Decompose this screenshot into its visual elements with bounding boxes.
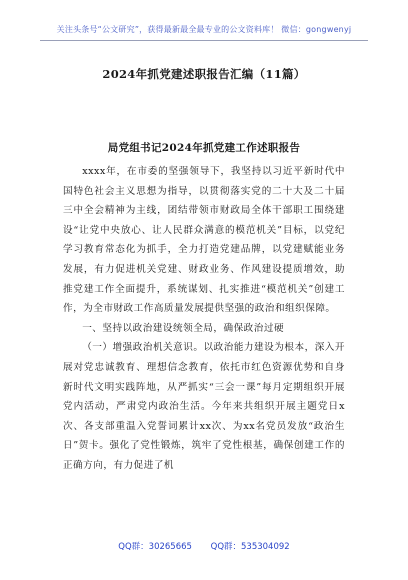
body-paragraph: xxxx年，在市委的坚强领导下，我坚持以习近平新时代中国特色社会主义思想为指导，以贯彻落实党的二十大及二十届三中全会精神为主线，团结带领市财政局全体干部职工围绕建设“让党中央放心、让人民群众满意的模范机关”目标，以党纪学习教育常态化为抓手，全力打造党建品牌，以党建赋能业务发展，有力促进机关党建、财政业务、作风建设提质增效，助推党建工作全面提升，系统谋划、扎实推进“模范机关”创建工作，为全市财政工作高质量发展提供坚强的政治和组织保障。 — [63, 166, 345, 315]
section-title: 局党组书记2024年抓党建工作述职报告 — [107, 142, 301, 154]
footer-qq-group-1: QQ群：30265665 — [118, 542, 192, 552]
document-title: 2024年抓党建述职报告汇编（11篇） — [102, 67, 306, 81]
body-paragraph: （一）增强政治机关意识。以政治能力建设为根本，深入开展对党忠诚教育、理想信念教育，依托市红色资源优势和自身新时代文明实践阵地，从严抓实“三会一课”每月定期组织开展党内活动，严肃党内政治生活。今年来共组织开展主题党日x次、各支部重温入党誓词累计xx次、为xx名党员发放“政治生日”贺卡。强化了党性锻炼，筑牢了党性根基，确保创建工作的正确方向，有力促进了机 — [63, 342, 345, 471]
document-body — [63, 162, 345, 476]
footer — [0, 540, 408, 552]
body-heading: 一、坚持以政治建设统领全局，确保政治过硬 — [82, 322, 285, 334]
header-banner: 关注头条号“公文研究”，获得最新最全最专业的公文资料库！ 微信：gongwenyj — [56, 25, 352, 34]
footer-qq-group-2: QQ群：535304092 — [210, 542, 290, 552]
header-divider — [40, 40, 368, 41]
